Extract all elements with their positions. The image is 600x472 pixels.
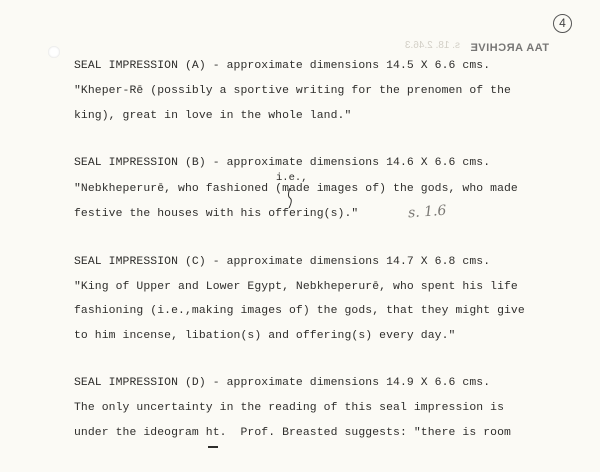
punch-hole (48, 46, 60, 58)
caret-insertion: i.e., (276, 172, 308, 184)
seal-c-heading: SEAL IMPRESSION (C) - approximate dimensions 14.7 X 6.8 cms. (74, 256, 491, 268)
ghost-stamp-text: s. 18. 2.46.3 (404, 40, 460, 51)
pencil-annotation: s. 1.6 (407, 202, 447, 222)
seal-a-heading: SEAL IMPRESSION (A) - approximate dimensions 14.5 X 6.6 cms. (74, 60, 491, 72)
ideogram-underline (208, 446, 218, 448)
seal-c-text-line: "King of Upper and Lower Egypt, Nebkheperurē, who spent his life (74, 281, 518, 293)
seal-a-text-line: "Kheper-Rē (possibly a sportive writing for the prenomen of the (74, 85, 511, 97)
seal-d-text-line: under the ideogram ht. Prof. Breasted suggests: "there is room (74, 427, 511, 439)
seal-a-text-line: king), great in love in the whole land." (74, 110, 352, 122)
seal-c-text-line: to him incense, libation(s) and offering(s) every day." (74, 330, 456, 342)
seal-b-heading: SEAL IMPRESSION (B) - approximate dimensions 14.6 X 6.6 cms. (74, 157, 491, 169)
seal-b-text-line: festive the houses with his offering(s)." (74, 208, 359, 220)
seal-c-text-line: fashioning (i.e.,making images of) the gods, that they might give (74, 305, 525, 317)
archive-stamp: TAA ARCHIVE (470, 42, 550, 54)
seal-d-heading: SEAL IMPRESSION (D) - approximate dimensions 14.9 X 6.6 cms. (74, 377, 491, 389)
seal-d-text-line: The only uncertainty in the reading of this seal impression is (74, 402, 505, 414)
page-number: 4 (553, 14, 572, 33)
seal-b-text-line: "Nebkheperurē, who fashioned (made images of) the gods, who made (74, 183, 518, 195)
